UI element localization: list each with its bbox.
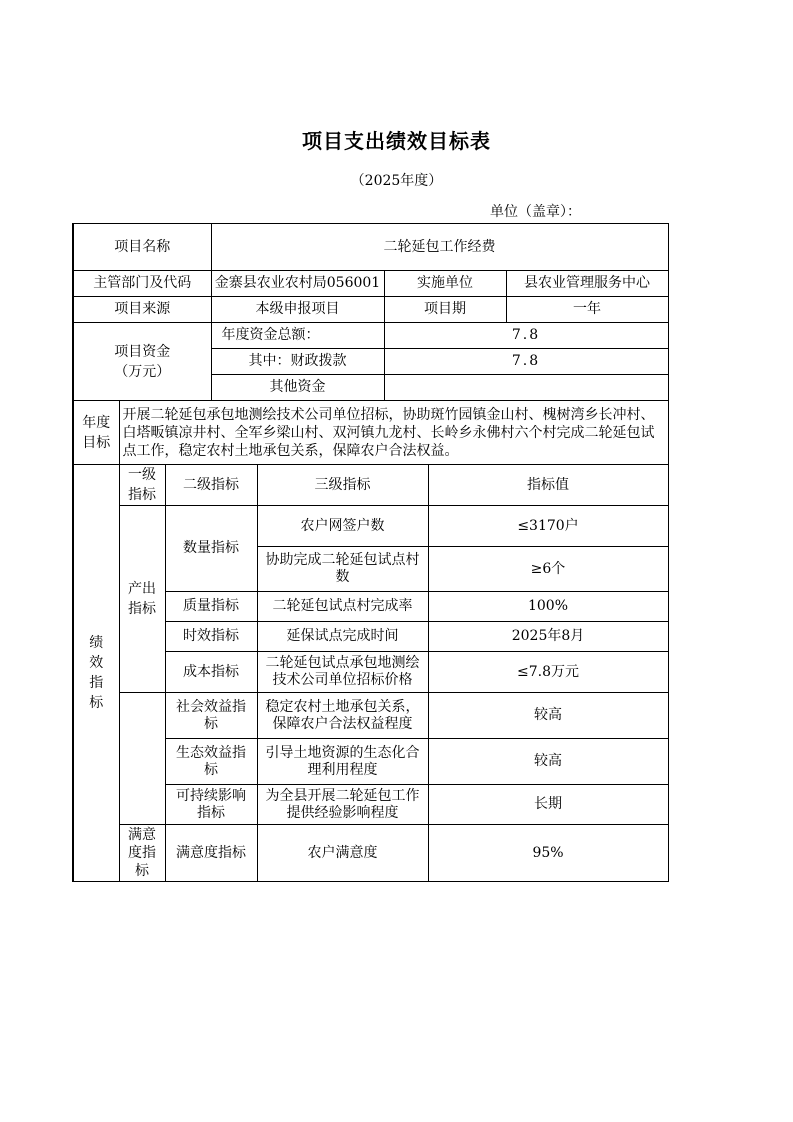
row-fund-total <box>73 323 668 349</box>
quality-indicator-label: 质量指标 <box>165 592 257 622</box>
fund-label <box>73 323 211 401</box>
indicator-value: 2025年8月 <box>428 622 668 652</box>
fund-total-label: 年度资金总额： <box>211 323 384 349</box>
table-row <box>73 825 668 882</box>
output-indicator-text: 产出指标 <box>128 581 156 617</box>
implementer-value: 县农业管理服务中心 <box>506 271 668 297</box>
indicator-name: 协助完成二轮延包试点村数 <box>257 547 428 592</box>
cost-indicator-label: 成本指标 <box>165 652 257 693</box>
indicator-name: 二轮延包试点村完成率 <box>257 592 428 622</box>
fund-fiscal-label: 其中：财政拨款 <box>211 349 384 375</box>
fiscal-year: （2025年度） <box>350 173 443 189</box>
indicator-name: 为全县开展二轮延包工作提供经验影响程度 <box>257 785 428 825</box>
performance-indicator-label-text: 绩效指标 <box>89 635 104 711</box>
indicator-name: 引导土地资源的生态化合理利用程度 <box>257 739 428 785</box>
table-row <box>73 506 668 547</box>
indicator-value: 长期 <box>428 785 668 825</box>
period-value: 一年 <box>506 297 668 323</box>
row-department <box>73 271 668 297</box>
annual-goal-label-text: 年度目标 <box>82 414 111 451</box>
benefit-indicator-label <box>119 693 165 825</box>
satisfaction-indicator-text: 满意度指标 <box>128 827 156 879</box>
fund-fiscal-value: 7.8 <box>384 349 668 375</box>
indicator-value: 95% <box>428 825 668 882</box>
output-indicator-label <box>119 506 165 693</box>
row-source <box>73 297 668 323</box>
col-value-header: 指标值 <box>428 465 668 506</box>
indicator-value: 较高 <box>428 739 668 785</box>
indicator-name: 稳定农村土地承包关系，保障农户合法权益程度 <box>257 693 428 739</box>
quantity-indicator-label: 数量指标 <box>165 506 257 592</box>
row-indicator-header <box>73 465 668 506</box>
fund-other-label: 其他资金 <box>211 375 384 401</box>
indicator-value: 100% <box>428 592 668 622</box>
col-level1-header <box>119 465 165 506</box>
row-project-name <box>73 224 668 271</box>
implementer-label: 实施单位 <box>384 271 506 297</box>
indicator-name: 农户网签户数 <box>257 506 428 547</box>
timeliness-indicator-label: 时效指标 <box>165 622 257 652</box>
source-value: 本级申报项目 <box>211 297 384 323</box>
indicator-value: ≤3170户 <box>428 506 668 547</box>
indicator-name: 农户满意度 <box>257 825 428 882</box>
source-label: 项目来源 <box>73 297 211 323</box>
department-label: 主管部门及代码 <box>73 271 211 297</box>
col-level3-header: 三级指标 <box>257 465 428 506</box>
period-label: 项目期 <box>384 297 506 323</box>
indicator-name: 延保试点完成时间 <box>257 622 428 652</box>
sustain-indicator-label: 可持续影响指标 <box>165 785 257 825</box>
fund-label-text: 项目资金（万元） <box>114 343 171 380</box>
unit-seal-label: 单位（盖章）： <box>490 204 581 220</box>
annual-goal-text: 开展二轮延包承包地测绘技术公司单位招标，协助斑竹园镇金山村、槐树湾乡长冲村、白塔畈镇凉井村、全军乡梁山村、双河镇九龙村、长岭乡永佛村六个村完成二轮延包试点工作，稳定农村土地承包关系，保障农户合法权益。 <box>119 401 668 465</box>
project-name-label: 项目名称 <box>73 224 211 271</box>
row-annual-goal <box>73 401 668 465</box>
fund-total-value: 7.8 <box>384 323 668 349</box>
performance-table <box>72 223 669 882</box>
col-level2-header: 二级指标 <box>165 465 257 506</box>
satisfaction-indicator-label <box>119 825 165 882</box>
eco-indicator-label: 生态效益指标 <box>165 739 257 785</box>
satisfaction-level2-label: 满意度指标 <box>165 825 257 882</box>
page-title: 项目支出绩效目标表 <box>302 129 491 153</box>
project-name-value: 二轮延包工作经费 <box>211 224 668 271</box>
indicator-value: ≤7.8万元 <box>428 652 668 693</box>
fund-other-value <box>384 375 668 401</box>
indicator-value: ≥6个 <box>428 547 668 592</box>
table-row <box>73 693 668 739</box>
indicator-name: 二轮延包试点承包地测绘技术公司单位招标价格 <box>257 652 428 693</box>
performance-indicator-label <box>73 465 119 882</box>
department-value: 金寨县农业农村局056001 <box>211 271 384 297</box>
annual-goal-label <box>73 401 119 465</box>
indicator-value: 较高 <box>428 693 668 739</box>
col-level1-text: 一级指标 <box>128 467 156 503</box>
social-indicator-label: 社会效益指标 <box>165 693 257 739</box>
